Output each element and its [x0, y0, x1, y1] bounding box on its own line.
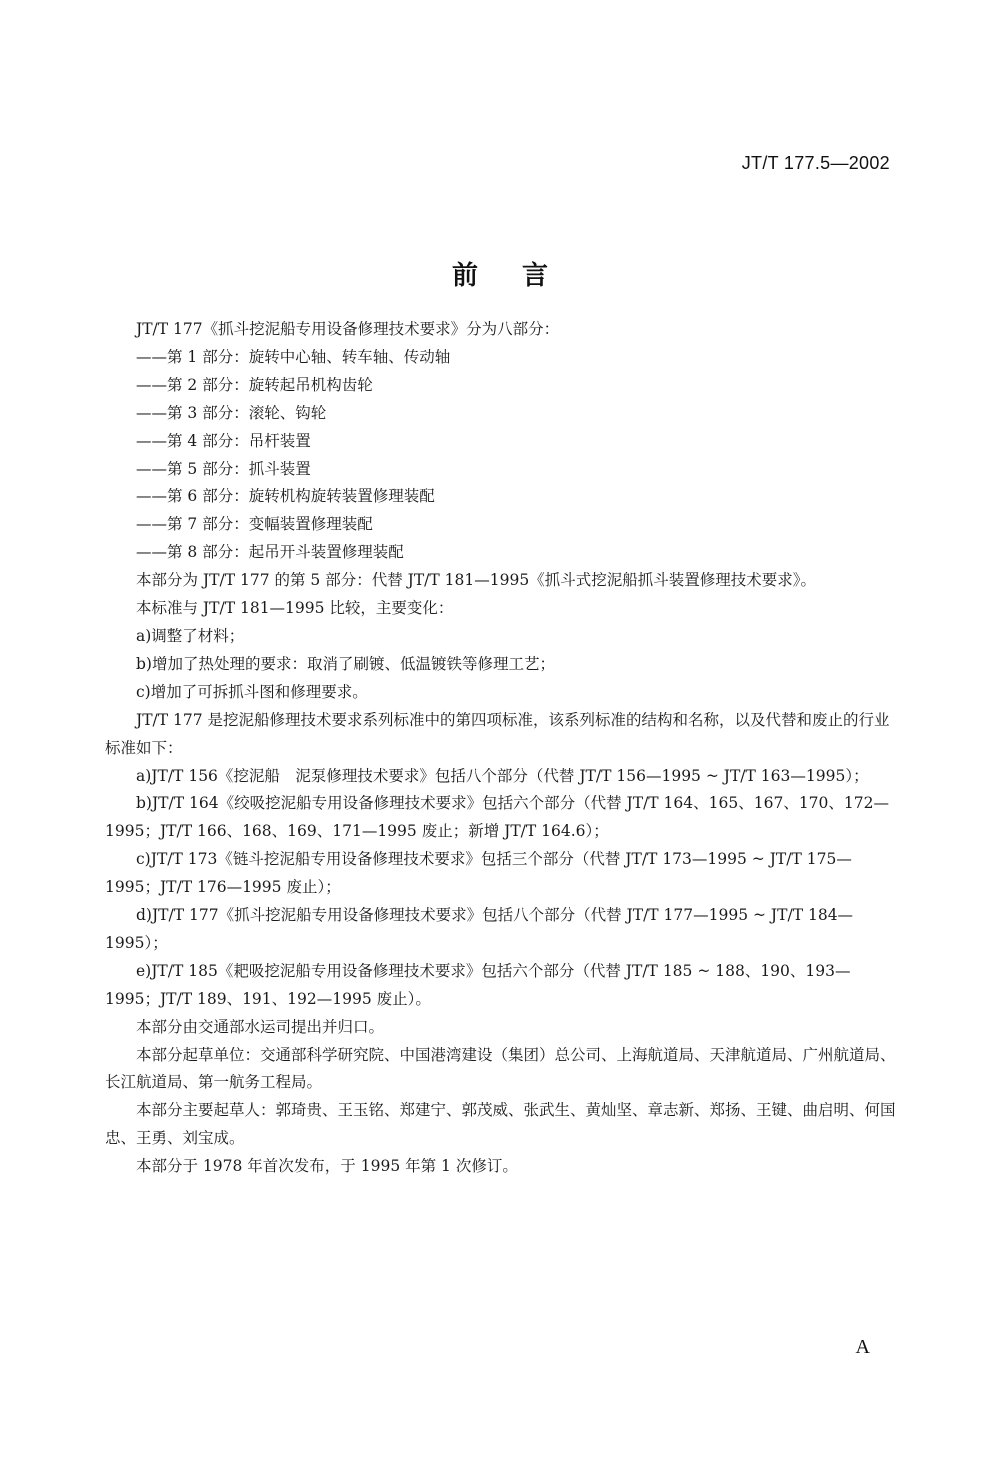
series-item: d)JT/T 177《抓斗挖泥船专用设备修理技术要求》包括八个部分（代替 JT/T 177—1995 ~ JT/T 184—1995）；	[105, 906, 854, 952]
part-item: ——第 6 部分：旋转机构旋转装置修理装配	[136, 487, 435, 506]
foreword-body	[105, 316, 900, 1181]
intro-paragraph: JT/T 177《抓斗挖泥船专用设备修理技术要求》分为八部分：	[136, 320, 560, 338]
drafting-units-paragraph: 本部分起草单位：交通部科学研究院、中国港湾建设（集团）总公司、上海航道局、天津航道局、广州航道局、长江航道局、第一航务工程局。	[105, 1045, 896, 1092]
page-title	[0, 255, 1000, 292]
history-paragraph: 本部分于 1978 年首次发布，于 1995 年第 1 次修订。	[136, 1157, 518, 1176]
series-item: c)JT/T 173《链斗挖泥船专用设备修理技术要求》包括三个部分（代替 JT/T 173—1995 ~ JT/T 175—1995；JT/T 176—1995 废止）；	[105, 850, 852, 897]
change-item: c)增加了可拆抓斗图和修理要求。	[136, 682, 368, 701]
part-item: ——第 5 部分：抓斗装置	[136, 459, 311, 478]
title-char-2: 言	[522, 261, 549, 291]
series-item: e)JT/T 185《耙吸挖泥船专用设备修理技术要求》包括六个部分（代替 JT/T 185 ~ 188、190、193—1995；JT/T 189、191、192—1995 废止）。	[105, 961, 851, 1008]
page-number: A	[855, 1336, 870, 1358]
part-item: ——第 4 部分：吊杆装置	[136, 431, 311, 450]
part-item: ——第 2 部分：旋转起吊机构齿轮	[136, 375, 373, 394]
change-item: b)增加了热处理的要求：取消了刷镀、低温镀铁等修理工艺；	[136, 654, 555, 673]
drafters-paragraph: 本部分主要起草人：郭琦贵、王玉铭、郑建宁、郭茂威、张武生、黄灿坚、章志新、郑扬、王键、曲启明、何国忠、王勇、刘宝成。	[105, 1101, 896, 1148]
proposer-paragraph: 本部分由交通部水运司提出并归口。	[136, 1017, 385, 1036]
series-intro: JT/T 177 是挖泥船修理技术要求系列标准中的第四项标准，该系列标准的结构和名称，以及代替和废止的行业标准如下：	[105, 710, 890, 757]
title-char-1: 前	[451, 261, 478, 291]
series-item: a)JT/T 156《挖泥船 泥泵修理技术要求》包括八个部分（代替 JT/T 156—1995 ~ JT/T 163—1995）；	[136, 766, 869, 785]
changes-intro: 本标准与 JT/T 181—1995 比较，主要变化：	[136, 599, 454, 618]
part-item: ——第 8 部分：起吊开斗装置修理装配	[136, 543, 404, 562]
part-item: ——第 1 部分：旋转中心轴、转车轴、传动轴	[136, 347, 451, 366]
replaces-paragraph: 本部分为 JT/T 177 的第 5 部分：代替 JT/T 181—1995《抓斗式挖泥船抓斗装置修理技术要求》。	[136, 571, 816, 590]
series-item: b)JT/T 164《绞吸挖泥船专用设备修理技术要求》包括六个部分（代替 JT/T 164、165、167、170、172—1995；JT/T 166、168、169、171—1995 废止；新增 JT/T 164.6）；	[105, 794, 889, 841]
change-item: a)调整了材料；	[136, 626, 245, 645]
part-item: ——第 7 部分：变幅装置修理装配	[136, 515, 373, 534]
part-item: ——第 3 部分：滚轮、钩轮	[136, 403, 327, 422]
standard-code: JT/T 177.5—2002	[741, 153, 890, 173]
